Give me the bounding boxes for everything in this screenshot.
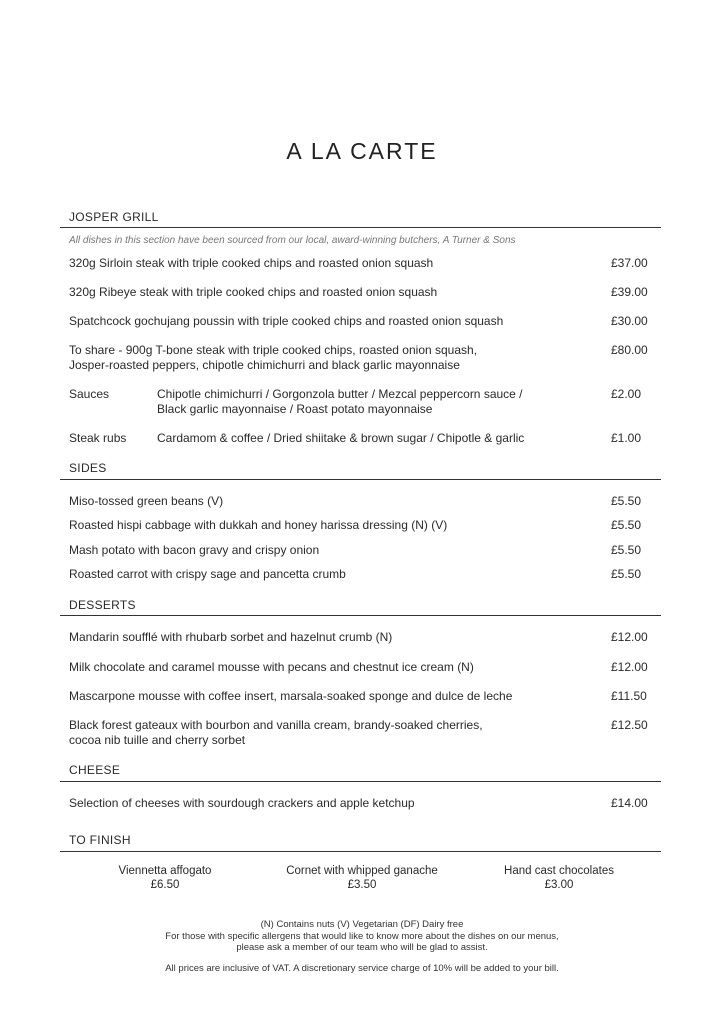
item-price: £37.00 — [611, 256, 648, 270]
item-price: £5.50 — [611, 518, 642, 532]
menu-item: Mascarpone mousse with coffee insert, marsala-soaked sponge and dulce de leche — [69, 689, 513, 703]
finish-item — [65, 864, 265, 892]
finish-item-price: £3.50 — [347, 879, 377, 891]
finish-item-price: £6.50 — [150, 879, 180, 891]
sauces-list-line2: Black garlic mayonnaise / Roast potato mayonnaise — [157, 402, 433, 416]
section-note: All dishes in this section have been sourced from our local, award-winning butchers, A Turner & Sons — [69, 235, 516, 246]
finish-item-name: Viennetta affogato — [118, 865, 212, 877]
finish-item-name: Cornet with whipped ganache — [286, 865, 438, 877]
sauces-list: Chipotle chimichurri / Gorgonzola butter / Mezcal peppercorn sauce / — [157, 387, 523, 401]
divider — [60, 781, 661, 782]
menu-item: Spatchcock gochujang poussin with triple cooked chips and roasted onion squash — [69, 314, 504, 328]
menu-item: 320g Ribeye steak with triple cooked chips and roasted onion squash — [69, 285, 438, 299]
menu-item: To share - 900g T-bone steak with triple cooked chips, roasted onion squash, — [69, 343, 478, 357]
item-price: £5.50 — [611, 567, 642, 581]
item-price: £5.50 — [611, 494, 642, 508]
item-price: £30.00 — [611, 314, 648, 328]
section-heading-sides: SIDES — [69, 461, 107, 475]
item-price: £14.00 — [611, 796, 648, 810]
item-price: £11.50 — [611, 689, 647, 703]
divider — [60, 615, 661, 616]
section-heading-cheese: CHEESE — [69, 763, 121, 777]
menu-item: Mash potato with bacon gravy and crispy onion — [69, 543, 320, 557]
rubs-label: Steak rubs — [69, 431, 127, 445]
finish-item-price: £3.00 — [544, 879, 574, 891]
menu-item: Black forest gateaux with bourbon and vanilla cream, brandy-soaked cherries, — [69, 718, 483, 732]
item-price: £1.00 — [611, 431, 642, 445]
menu-item: Milk chocolate and caramel mousse with pecans and chestnut ice cream (N) — [69, 660, 474, 674]
vat-note: All prices are inclusive of VAT. A discretionary service charge of 10% will be added to your bill. — [165, 963, 559, 974]
menu-item: Miso-tossed green beans (V) — [69, 494, 224, 508]
item-price: £39.00 — [611, 285, 648, 299]
menu-item: Mandarin soufflé with rhubarb sorbet and hazelnut crumb (N) — [69, 630, 393, 644]
menu-item: Roasted carrot with crispy sage and pancetta crumb — [69, 567, 346, 581]
finish-item — [262, 864, 462, 892]
section-heading-finish: TO FINISH — [69, 833, 131, 847]
item-price: £2.00 — [611, 387, 642, 401]
item-price: £80.00 — [611, 343, 648, 357]
allergen-key: (N) Contains nuts (V) Vegetarian (DF) Dairy free — [260, 919, 464, 930]
menu-item: 320g Sirloin steak with triple cooked chips and roasted onion squash — [69, 256, 434, 270]
section-heading-josper: JOSPER GRILL — [69, 210, 159, 224]
divider — [60, 851, 661, 852]
section-heading-desserts: DESSERTS — [69, 598, 136, 612]
allergen-note-line2: please ask a member of our team who will be glad to assist. — [236, 942, 488, 953]
rubs-list: Cardamom & coffee / Dried shiitake & brown sugar / Chipotle & garlic — [157, 431, 525, 445]
page-title: A LA CARTE — [286, 138, 438, 164]
item-price: £12.00 — [611, 630, 648, 644]
item-price: £12.50 — [611, 718, 648, 732]
menu-item: Roasted hispi cabbage with dukkah and honey harissa dressing (N) (V) — [69, 518, 448, 532]
sauces-label: Sauces — [69, 387, 110, 401]
item-price: £5.50 — [611, 543, 642, 557]
divider — [60, 227, 661, 228]
menu-item: Selection of cheeses with sourdough crackers and apple ketchup — [69, 796, 415, 810]
finish-item — [459, 864, 659, 892]
item-price: £12.00 — [611, 660, 648, 674]
divider — [60, 479, 661, 480]
menu-item-line2: Josper-roasted peppers, chipotle chimichurri and black garlic mayonnaise — [69, 358, 460, 372]
menu-item-line2: cocoa nib tuille and cherry sorbet — [69, 733, 246, 747]
allergen-note: For those with specific allergens that would like to know more about the dishes on our menus, — [165, 931, 559, 942]
finish-item-name: Hand cast chocolates — [504, 865, 614, 877]
